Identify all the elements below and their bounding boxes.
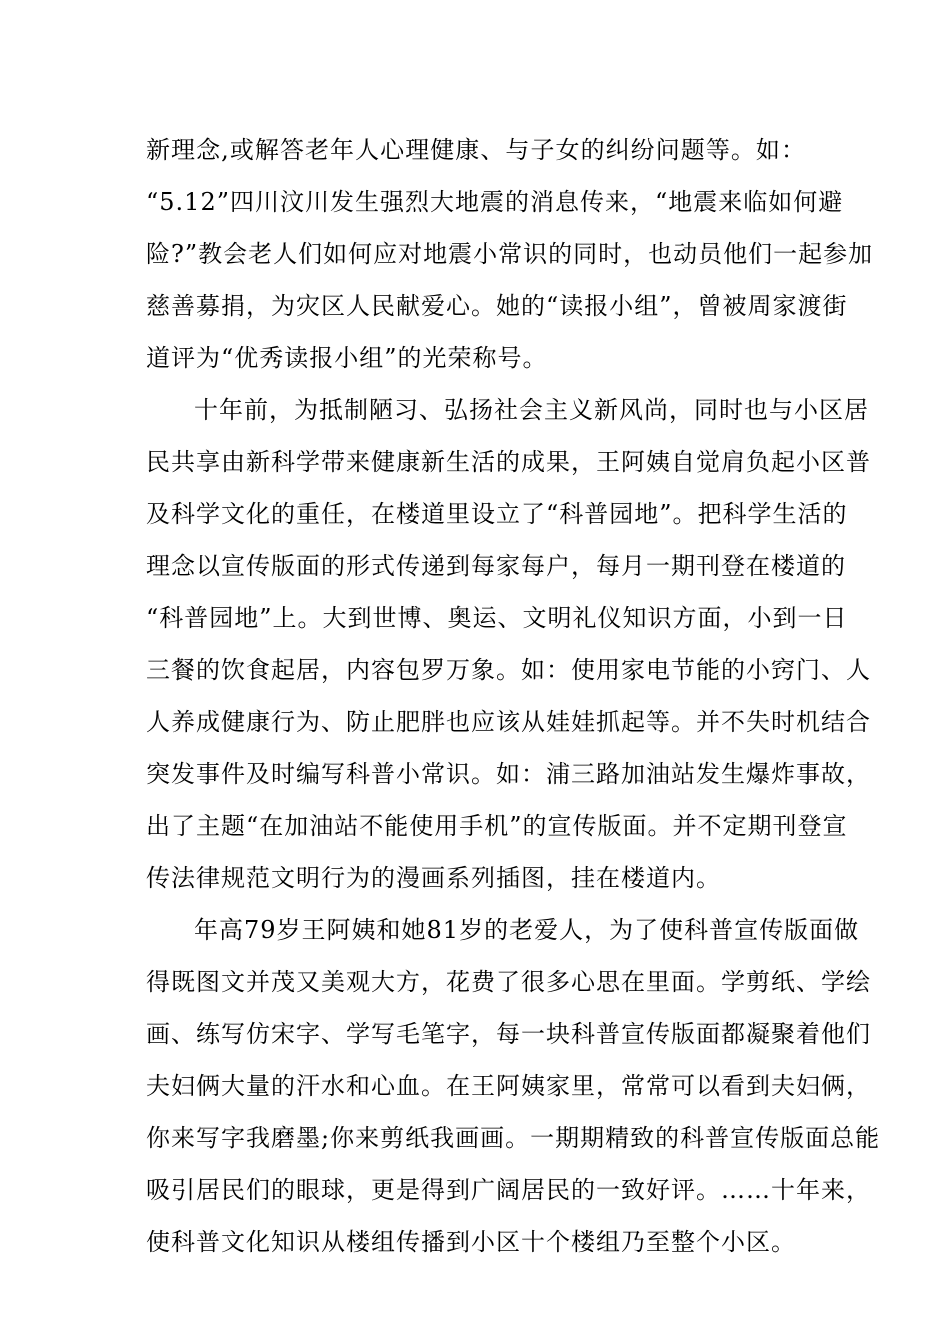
paragraph-first-line: 年高79岁王阿姨和她81岁的老爱人，为了使科普宣传版面做	[194, 916, 860, 944]
text-line: 理念以宣传版面的形式传递到每家每户，每月一期刊登在楼道的	[146, 552, 846, 580]
text-line: 新理念,或解答老年人心理健康、与子女的纠纷问题等。如：	[146, 136, 806, 164]
text-line: 夫妇俩大量的汗水和心血。在王阿姨家里，常常可以看到夫妇俩，	[146, 1072, 871, 1100]
text-line: “科普园地”上。大到世博、奥运、文明礼仪知识方面，小到一日	[146, 604, 848, 632]
text-line: 画、练写仿宋字、学写毛笔字，每一块科普宣传版面都凝聚着他们	[146, 1020, 871, 1048]
text-line: 道评为“优秀读报小组”的光荣称号。	[146, 344, 548, 372]
text-line: 出了主题“在加油站不能使用手机”的宣传版面。并不定期刊登宣	[146, 812, 848, 840]
text-line: 险?”教会老人们如何应对地震小常识的同时，也动员他们一起参加	[146, 240, 874, 268]
text-line: 得既图文并茂又美观大方，花费了很多心思在里面。学剪纸、学绘	[146, 968, 871, 996]
paragraph-first-line: 十年前，为抵制陋习、弘扬社会主义新风尚，同时也与小区居	[194, 396, 869, 424]
text-line: 及科学文化的重任，在楼道里设立了“科普园地”。把科学生活的	[146, 500, 848, 528]
text-line: “5.12”四川汶川发生强烈大地震的消息传来，“地震来临如何避	[146, 188, 844, 216]
text-line: 吸引居民们的眼球，更是得到广阔居民的一致好评。……十年来，	[146, 1176, 871, 1204]
text-line: 三餐的饮食起居，内容包罗万象。如：使用家电节能的小窍门、人	[146, 656, 871, 684]
text-line: 使科普文化知识从楼组传播到小区十个楼组乃至整个小区。	[146, 1228, 796, 1256]
text-line: 慈善募捐，为灾区人民献爱心。她的“读报小组”，曾被周家渡街	[146, 292, 848, 320]
text-line: 传法律规范文明行为的漫画系列插图，挂在楼道内。	[146, 864, 721, 892]
text-line: 突发事件及时编写科普小常识。如：浦三路加油站发生爆炸事故，	[146, 760, 871, 788]
text-line: 人养成健康行为、防止肥胖也应该从娃娃抓起等。并不失时机结合	[146, 708, 871, 736]
text-line: 你来写字我磨墨;你来剪纸我画画。一期期精致的科普宣传版面总能	[146, 1124, 881, 1152]
text-line: 民共享由新科学带来健康新生活的成果，王阿姨自觉肩负起小区普	[146, 448, 871, 476]
